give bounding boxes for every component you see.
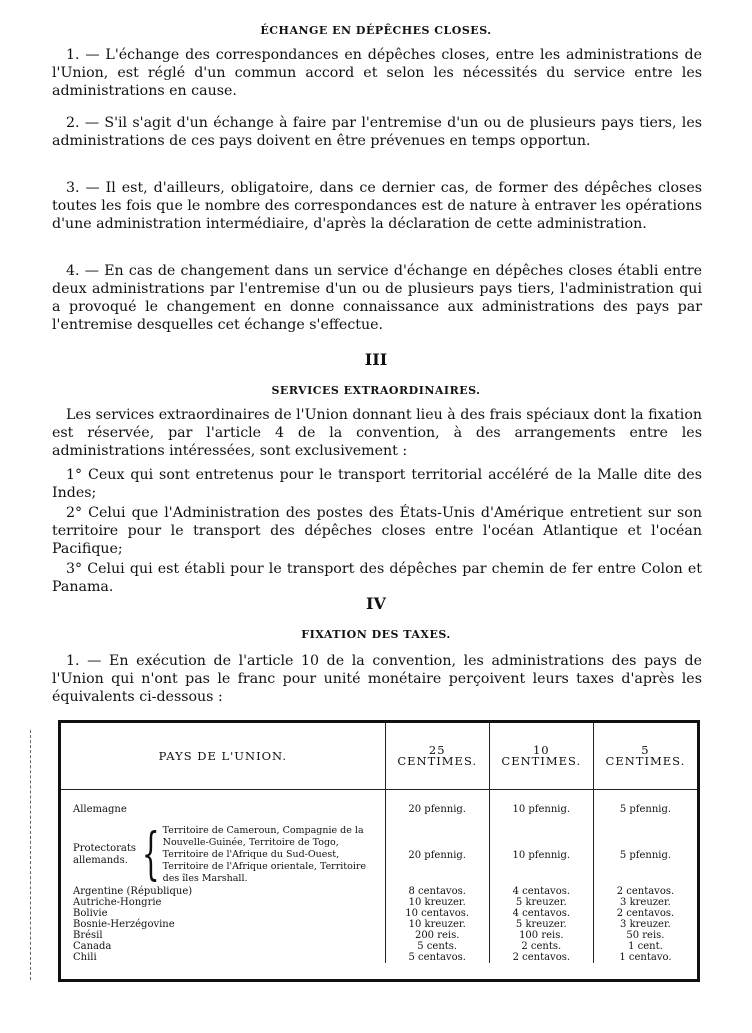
table-row (61, 930, 697, 941)
country-cell: Argentine (République) (73, 886, 193, 897)
value-10: 10 pfennig. (489, 824, 593, 886)
value-10: 100 reis. (489, 930, 593, 941)
value-5: 2 centavos. (593, 908, 697, 919)
value-10: 5 kreuzer. (489, 919, 593, 930)
taxes-paragraph: 1. — En exécution de l'article 10 de la convention, les administrations des pays de l'Union qui n'ont pas le franc pour unité monétaire perçoivent leurs taxes d'après les équivalents ci-dessous : (52, 653, 702, 705)
table-header-row (61, 723, 697, 790)
section-heading-services: SERVICES EXTRAORDINAIRES. (271, 384, 481, 397)
value-25: 10 kreuzer. (385, 919, 489, 930)
services-item-2: 2° Celui que l'Administration des postes des États-Unis d'Amérique entretient sur son territoire pour le transport des dépêches closes entre l'océan Atlantique et l'océan Pacifique; (52, 505, 702, 557)
country-cell: Brésil (73, 930, 103, 941)
country-cell (61, 824, 385, 886)
services-intro: Les services extraordinaires de l'Union donnant lieu à des frais spéciaux dont la fixation est réservée, par l'article 4 de la convention, à des arrangements entre les administrations intéressées, sont exclusivement : (52, 407, 702, 459)
value-5: 2 centavos. (593, 886, 697, 897)
value-25: 200 reis. (385, 930, 489, 941)
table-row (61, 952, 697, 963)
value-5: 3 kreuzer. (593, 919, 697, 930)
value-10: 5 kreuzer. (489, 897, 593, 908)
equivalents-table (58, 720, 700, 982)
value-10: 4 centavos. (489, 908, 593, 919)
value-25: 10 centavos. (385, 908, 489, 919)
country-cell: Chili (73, 952, 97, 963)
country-cell: Autriche-Hongrie (73, 897, 162, 908)
value-25: 10 kreuzer. (385, 897, 489, 908)
value-25: 5 centavos. (385, 952, 489, 963)
section-heading-taxes: FIXATION DES TAXES. (301, 628, 451, 641)
value-5: 5 pfennig. (593, 790, 697, 825)
services-item-3: 3° Celui qui est établi pour le transport des dépêches par chemin de fer entre Colon et Panama. (52, 561, 702, 595)
value-5: 1 cent. (593, 941, 697, 952)
table-row-protectorats (61, 824, 697, 886)
section-number-iii: III (364, 350, 388, 369)
table-row (61, 941, 697, 952)
value-25: 8 centavos. (385, 886, 489, 897)
paragraph-4: 4. — En cas de changement dans un service d'échange en dépêches closes établi entre deux administrations par l'entremise d'un ou de plusieurs pays tiers, l'administration qui a provoqué le changement en donne connaissance aux administrations des pays par l'entremise desquelles cet échange s'effectue. (52, 263, 702, 333)
value-10: 4 centavos. (489, 886, 593, 897)
binding-mark (30, 730, 35, 980)
brace-mark: { (141, 822, 160, 887)
section-number-iv: IV (366, 594, 386, 613)
country-cell: Bosnie-Herzégovine (73, 919, 175, 930)
value-5: 1 centavo. (593, 952, 697, 963)
table-row (61, 919, 697, 930)
protectorats-label: Protectorats allemands. (73, 843, 136, 866)
protectorats-group (73, 822, 383, 887)
paragraph-1: 1. — L'échange des correspondances en dépêches closes, entre les administrations de l'Union, est réglé d'un commun accord et selon les nécessités du service entre les administrations en cause. (52, 47, 702, 99)
table-row (61, 790, 697, 825)
protectorats-territories: Territoire de Cameroun, Compagnie de la Nouvelle-Guinée, Territoire de Togo, Territoire de l'Afrique du Sud-Ouest, Territoire de l'Afrique orientale, Territoire des îles Marshall. (162, 825, 367, 884)
value-10: 2 cents. (489, 941, 593, 952)
value-5: 3 kreuzer. (593, 897, 697, 908)
header-5-centimes: 5 CENTIMES. (593, 723, 697, 790)
value-25: 5 cents. (385, 941, 489, 952)
value-10: 10 pfennig. (489, 790, 593, 825)
country-cell: Canada (73, 941, 112, 952)
value-25: 20 pfennig. (385, 824, 489, 886)
value-5: 50 reis. (593, 930, 697, 941)
value-10: 2 centavos. (489, 952, 593, 963)
header-25-centimes: 25 CENTIMES. (385, 723, 489, 790)
section-heading-echange: ÉCHANGE EN DÉPÊCHES CLOSES. (260, 24, 492, 37)
country-cell: Allemagne (73, 803, 127, 815)
value-5: 5 pfennig. (593, 824, 697, 886)
value-25: 20 pfennig. (385, 790, 489, 825)
table-row (61, 908, 697, 919)
services-item-1: 1° Ceux qui sont entretenus pour le transport territorial accéléré de la Malle dite des Indes; (52, 467, 702, 501)
header-10-centimes: 10 CENTIMES. (489, 723, 593, 790)
table-row (61, 897, 697, 908)
country-cell: Bolivie (73, 908, 108, 919)
header-country: PAYS DE L'UNION. (61, 723, 385, 790)
paragraph-2: 2. — S'il s'agit d'un échange à faire par l'entremise d'un ou de plusieurs pays tiers, les administrations de ces pays doivent en être prévenues en temps opportun. (52, 115, 702, 149)
paragraph-3: 3. — Il est, d'ailleurs, obligatoire, dans ce dernier cas, de former des dépêches closes toutes les fois que le nombre des correspondances est de nature à entraver les opérations d'une administration intermédiaire, d'après la déclaration de cette administration. (52, 180, 702, 232)
table-row (61, 886, 697, 897)
